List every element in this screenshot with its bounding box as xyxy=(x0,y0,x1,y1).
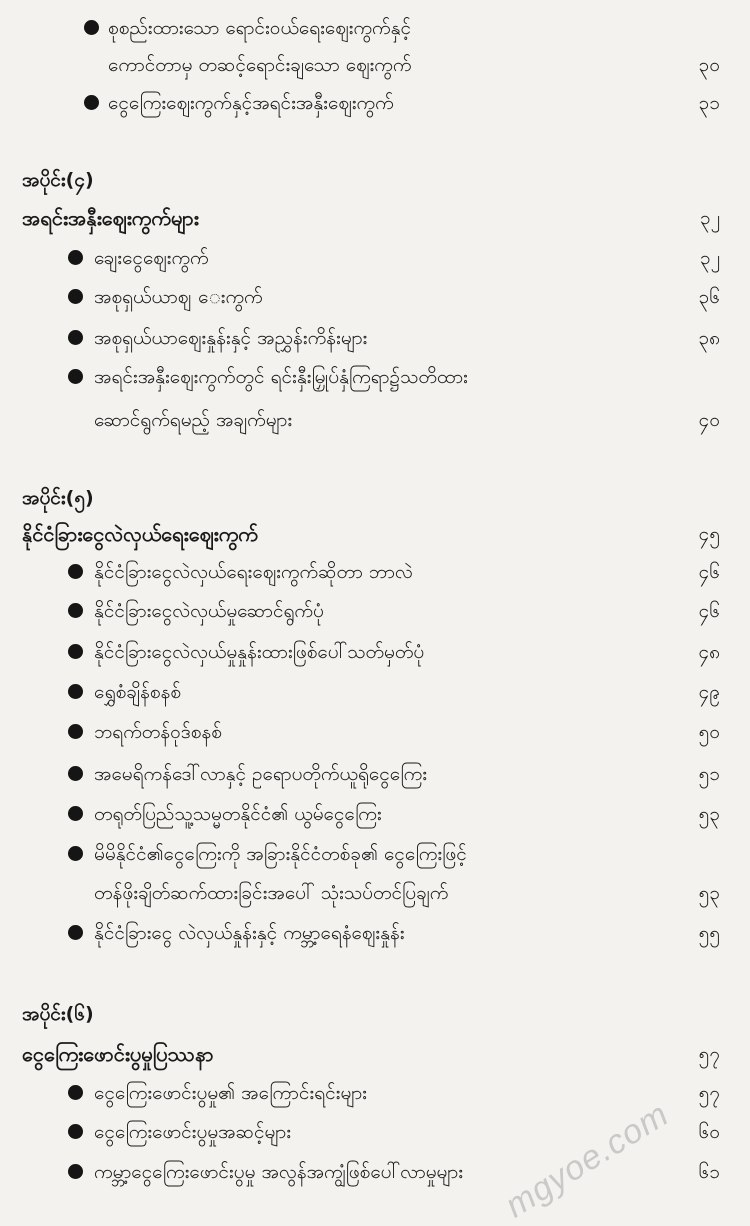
page-number: ၅၃ xyxy=(698,882,720,904)
toc-entry-text: နိုင်ငံခြားငွေလဲလှယ်ရေးဈေးကွက်ဆိုတာ ဘာလဲ xyxy=(94,561,413,583)
page-number: ၄၆ xyxy=(698,561,720,583)
toc-entry xyxy=(0,632,750,672)
page-number: ၃၀ xyxy=(698,54,720,76)
section-heading xyxy=(0,1034,750,1074)
bullet-icon xyxy=(68,766,83,781)
toc-entry xyxy=(0,1152,750,1192)
toc-entry xyxy=(0,357,750,397)
toc-entry-text: နိုင်ငံခြားငွေလဲလှယ်မှုဆောင်ရွက်ပုံ xyxy=(94,600,324,622)
bullet-icon xyxy=(68,684,83,699)
toc-entry xyxy=(0,318,750,358)
page-number: ၃၈ xyxy=(698,327,720,349)
toc-entry-text: နိုင်ငံခြားငွေလဲလှယ်မှုနှုန်းထားဖြစ်ပေါ်သတ်မှတ်ပုံ xyxy=(94,641,425,663)
page-number: ၄၅ xyxy=(698,523,720,545)
page-number: ၄၈ xyxy=(698,641,720,663)
bullet-icon xyxy=(68,289,83,304)
page-number: ၃၆ xyxy=(698,286,720,308)
bullet-icon xyxy=(68,369,83,384)
page-number: ၄၉ xyxy=(698,681,720,703)
toc-entry xyxy=(0,754,750,794)
page-number: ၅၇ xyxy=(698,1043,720,1065)
toc-entry xyxy=(0,712,750,752)
bullet-icon xyxy=(68,250,83,265)
watermark: mgyoe.com xyxy=(498,1095,676,1226)
section-heading xyxy=(0,514,750,554)
toc-entry xyxy=(0,277,750,317)
bullet-icon xyxy=(68,1164,83,1179)
toc-entry-text: တန်ဖိုးချိတ်ဆက်ထားခြင်းအပေါ် သုံးသပ်တင်ပြချက် xyxy=(94,882,449,904)
toc-entry-text: ငွေကြေးဖောင်းပွမှုအဆင့်များ xyxy=(94,1121,292,1143)
page-number: ၅၁ xyxy=(698,763,720,785)
toc-entry-text: ဆောင်ရွက်ရမည့် အချက်များ xyxy=(94,409,293,431)
toc-entry-continuation xyxy=(0,400,750,440)
page-number: ၄၀ xyxy=(698,409,720,431)
toc-entry xyxy=(0,672,750,712)
bullet-icon xyxy=(68,925,83,940)
page-number: ၆၀ xyxy=(698,1121,720,1143)
section-label xyxy=(0,994,750,1034)
bullet-icon xyxy=(68,724,83,739)
bullet-icon xyxy=(68,330,83,345)
page-number: ၅၃ xyxy=(698,803,720,825)
toc-entry-text: မိမိနိုင်ငံ၏ငွေကြေးကို အခြားနိုင်ငံတစ်ခု၏ ငွေကြေးဖြင့် xyxy=(94,843,467,865)
toc-entry-text: အမေရိကန်ဒေါ်လာနှင့် ဥရောပတိုက်ယူရိုငွေကြေး xyxy=(94,763,428,785)
toc-entry-text: ငွေကြေးဈေးကွက်နှင့်အရင်းအနှီးဈေးကွက် xyxy=(108,92,394,114)
section-label-text: အပိုင်း(၄) xyxy=(22,169,94,191)
section-label xyxy=(0,478,750,518)
bullet-icon xyxy=(68,1124,83,1139)
page-number: ၄၆ xyxy=(698,600,720,622)
section-heading xyxy=(0,198,750,238)
toc-entry xyxy=(0,238,750,278)
toc-entry-text: ကမ္ဘာ့ငွေကြေးဖောင်းပွမှု အလွန်အကျွံဖြစ်ပေါ်လာမှုများ xyxy=(94,1161,464,1183)
section-label-text: အပိုင်း(၆) xyxy=(22,1003,94,1025)
section-label-text: အပိုင်း(၅) xyxy=(22,487,94,509)
bullet-icon xyxy=(68,644,83,659)
toc-entry-text: တရုတ်ပြည်သူ့သမ္မတနိုင်ငံ၏ ယွမ်ငွေကြေး xyxy=(94,803,382,825)
toc-entry-text: နိုင်ငံခြားငွေ လဲလှယ်နှုန်းနှင့် ကမ္ဘာ့ရေနံဈေးနှုန်း xyxy=(94,922,405,944)
bullet-icon xyxy=(84,95,99,110)
section-heading-text: အရင်းအနှီးဈေးကွက်များ xyxy=(22,206,199,230)
toc-entry xyxy=(0,834,750,874)
page-number: ၅၅ xyxy=(698,922,720,944)
toc-entry-text: အရင်းအနှီးဈေးကွက်တွင် ရင်းနှီးမြှုပ်နှံကြရာ၌သတိထား xyxy=(94,366,468,388)
toc-entry xyxy=(0,8,750,48)
bullet-icon xyxy=(84,20,99,35)
toc-entry-continuation xyxy=(0,873,750,913)
toc-entry xyxy=(0,591,750,631)
page-number: ၅၇ xyxy=(698,1082,720,1104)
bullet-icon xyxy=(68,806,83,821)
page-number: ၃၁ xyxy=(698,92,720,114)
bullet-icon xyxy=(68,564,83,579)
toc-entry-continuation xyxy=(0,45,750,85)
toc-entry-text: ကောင်တာမှ တဆင့်ရောင်းချသော ဈေးကွက် xyxy=(108,54,412,76)
toc-entry-text: ချေးငွေဈေးကွက် xyxy=(94,247,209,269)
toc-entry-text: အစုရှယ်ယာဈ ေးကွက် xyxy=(94,286,263,308)
section-heading-text: ငွေကြေးဖောင်းပွမှုပြဿနာ xyxy=(22,1042,214,1066)
bullet-icon xyxy=(68,846,83,861)
toc-entry-text: ဘရက်တန်ဝုဒ်စနစ် xyxy=(94,721,222,743)
toc-entry-text: အစုရှယ်ယာဈေးနှုန်းနှင့် အညွှန်းကိန်းများ xyxy=(94,327,368,349)
section-heading-text: နိုင်ငံခြားငွေလဲလှယ်ရေးဈေးကွက် xyxy=(22,522,258,546)
toc-entry xyxy=(0,913,750,953)
toc-entry-text: ငွေကြေးဖောင်းပွမှု၏ အကြောင်းရင်းများ xyxy=(94,1082,368,1104)
toc-entry-text: စုစည်းထားသော ရောင်းဝယ်ရေးဈေးကွက်နှင့် xyxy=(108,17,411,39)
toc-entry xyxy=(0,794,750,834)
bullet-icon xyxy=(68,603,83,618)
bullet-icon xyxy=(68,1085,83,1100)
page-number: ၃၂ xyxy=(699,207,720,229)
toc-entry xyxy=(0,83,750,123)
toc-entry xyxy=(0,552,750,592)
section-label xyxy=(0,160,750,200)
page-number: ၆၁ xyxy=(698,1161,720,1183)
page-number: ၃၂ xyxy=(699,247,720,269)
toc-entry-text: ရွှေစံချိန်စနစ် xyxy=(94,681,182,703)
page-number: ၅၀ xyxy=(698,721,720,743)
